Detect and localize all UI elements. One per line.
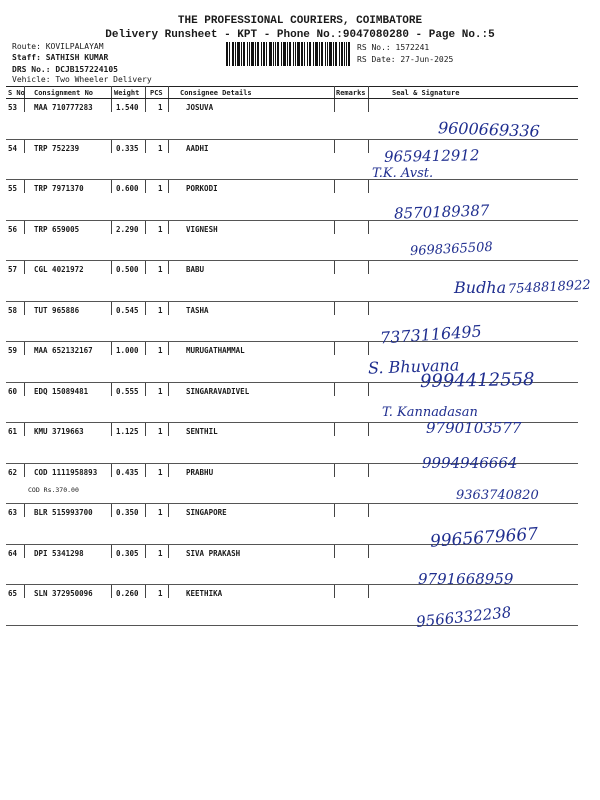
column-divider bbox=[145, 545, 146, 558]
runsheet-subtitle: Delivery Runsheet - KPT - Phone No.:9047080280 - Page No.:5 bbox=[105, 29, 495, 41]
column-divider bbox=[334, 464, 335, 477]
column-divider bbox=[145, 221, 146, 234]
cell-sno: 62 bbox=[8, 467, 18, 477]
column-divider bbox=[111, 464, 112, 477]
column-divider bbox=[24, 99, 25, 112]
cell-weight: 1.000 bbox=[116, 346, 139, 355]
cell-pcs: 1 bbox=[158, 265, 163, 274]
column-divider bbox=[111, 302, 112, 315]
column-divider bbox=[145, 585, 146, 598]
column-divider bbox=[111, 180, 112, 193]
cell-pcs: 1 bbox=[158, 589, 163, 598]
cell-consignment: CGL 4021972 bbox=[34, 265, 84, 274]
column-divider bbox=[111, 383, 112, 396]
cell-consignee: VIGNESH bbox=[186, 224, 218, 234]
col-header-sno: S No bbox=[8, 89, 25, 97]
signature-row-53: 9600669336 bbox=[437, 118, 541, 141]
cell-consignment: COD 1111958893 bbox=[34, 467, 98, 477]
column-divider bbox=[145, 464, 146, 477]
cell-weight: 0.545 bbox=[116, 305, 139, 315]
signature-row-65: 9566332238 bbox=[415, 603, 513, 631]
column-divider bbox=[145, 99, 146, 112]
cell-consignee: JOSUVA bbox=[186, 103, 214, 112]
signature-row-60-name: T. Kannadasan bbox=[382, 405, 478, 420]
cell-sno: 58 bbox=[8, 305, 18, 315]
cell-weight: 0.500 bbox=[116, 265, 139, 274]
column-divider bbox=[334, 261, 335, 274]
column-divider bbox=[168, 302, 169, 315]
cell-pcs: 1 bbox=[158, 143, 163, 153]
cell-weight: 0.435 bbox=[116, 467, 139, 477]
cell-pcs: 1 bbox=[158, 103, 163, 112]
column-divider bbox=[111, 545, 112, 558]
column-divider bbox=[111, 342, 112, 355]
col-header-pcs: PCS bbox=[150, 89, 163, 97]
cell-sno: 64 bbox=[8, 548, 18, 558]
column-divider bbox=[334, 545, 335, 558]
cell-consignee: KEETHIKA bbox=[186, 589, 223, 598]
column-divider bbox=[334, 86, 335, 98]
signature-row-61: 9994946664 bbox=[422, 454, 518, 472]
vehicle-label: Vehicle: Two Wheeler Delivery bbox=[12, 75, 152, 84]
column-divider bbox=[168, 140, 169, 153]
cell-consignment: SLN 372950096 bbox=[34, 589, 93, 598]
cell-pcs: 1 bbox=[158, 224, 163, 234]
column-divider bbox=[145, 342, 146, 355]
cell-sno: 55 bbox=[8, 184, 18, 193]
route-label: Route: KOVILPALAYAM bbox=[12, 42, 104, 51]
column-divider bbox=[168, 423, 169, 436]
column-divider bbox=[334, 99, 335, 112]
column-divider bbox=[24, 504, 25, 517]
cell-weight: 0.335 bbox=[116, 143, 139, 153]
column-divider bbox=[24, 545, 25, 558]
cell-consignee: SENTHIL bbox=[186, 427, 218, 436]
cell-weight: 0.350 bbox=[116, 508, 139, 517]
cell-consignee: PRABHU bbox=[186, 467, 214, 477]
column-divider bbox=[24, 302, 25, 315]
cell-pcs: 1 bbox=[158, 548, 163, 558]
cell-pcs: 1 bbox=[158, 184, 163, 193]
column-divider bbox=[24, 261, 25, 274]
signature-row-57-phone: 7548818922 bbox=[507, 277, 592, 298]
cell-sno: 59 bbox=[8, 346, 18, 355]
signature-row-63: 9965679667 bbox=[429, 524, 539, 552]
signature-row-60-phone: 9790103577 bbox=[426, 419, 522, 437]
col-header-weight: Weight bbox=[114, 89, 140, 97]
cell-consignment: EDQ 15089481 bbox=[34, 386, 89, 396]
column-divider bbox=[111, 504, 112, 517]
column-divider bbox=[334, 423, 335, 436]
column-divider bbox=[24, 221, 25, 234]
column-divider bbox=[24, 180, 25, 193]
cell-sno: 56 bbox=[8, 224, 18, 234]
signature-row-62: 9363740820 bbox=[456, 488, 539, 503]
column-divider bbox=[334, 140, 335, 153]
column-divider bbox=[24, 423, 25, 436]
column-divider bbox=[24, 464, 25, 477]
column-divider bbox=[168, 342, 169, 355]
signature-row-59-phone: 9994412558 bbox=[419, 369, 535, 392]
cell-consignment: MAA 652132167 bbox=[34, 346, 93, 355]
cell-weight: 0.555 bbox=[116, 386, 139, 396]
column-divider bbox=[334, 180, 335, 193]
cell-pcs: 1 bbox=[158, 467, 163, 477]
table-header-border bbox=[6, 98, 578, 99]
cell-consignee: MURUGATHAMMAL bbox=[186, 346, 245, 355]
signature-area bbox=[360, 100, 600, 640]
signature-row-64: 9791668959 bbox=[418, 570, 514, 588]
cell-pcs: 1 bbox=[158, 346, 163, 355]
column-divider bbox=[111, 99, 112, 112]
cell-consignment: BLR 515993700 bbox=[34, 508, 93, 517]
column-divider bbox=[368, 86, 369, 98]
col-header-remarks: Remarks bbox=[336, 89, 366, 97]
cell-sno: 53 bbox=[8, 103, 18, 112]
cell-weight: 1.125 bbox=[116, 427, 139, 436]
column-divider bbox=[334, 302, 335, 315]
cell-consignee: SIVA PRAKASH bbox=[186, 548, 241, 558]
column-divider bbox=[111, 140, 112, 153]
cell-sno: 63 bbox=[8, 508, 18, 517]
cell-pcs: 1 bbox=[158, 305, 163, 315]
cell-consignment: MAA 710777283 bbox=[34, 103, 93, 112]
column-divider bbox=[334, 585, 335, 598]
column-divider bbox=[145, 86, 146, 98]
col-header-consignment: Consignment No bbox=[34, 89, 94, 97]
column-divider bbox=[24, 585, 25, 598]
cell-consignment: TRP 752239 bbox=[34, 143, 80, 153]
cell-consignee: TASHA bbox=[186, 305, 209, 315]
rs-number: RS No.: 1572241 bbox=[357, 43, 430, 52]
cell-pcs: 1 bbox=[158, 427, 163, 436]
column-divider bbox=[145, 423, 146, 436]
cod-amount-note: COD Rs.370.00 bbox=[28, 485, 79, 494]
cell-sno: 60 bbox=[8, 386, 18, 396]
column-divider bbox=[111, 585, 112, 598]
column-divider bbox=[168, 99, 169, 112]
table-top-border bbox=[6, 86, 578, 87]
column-divider bbox=[145, 302, 146, 315]
cell-sno: 61 bbox=[8, 427, 18, 436]
column-divider bbox=[145, 504, 146, 517]
column-divider bbox=[145, 180, 146, 193]
company-title: THE PROFESSIONAL COURIERS, COIMBATORE bbox=[177, 15, 423, 27]
cell-consignee: BABU bbox=[186, 265, 205, 274]
column-divider bbox=[145, 261, 146, 274]
rs-date: RS Date: 27-Jun-2025 bbox=[357, 55, 454, 64]
column-divider bbox=[111, 221, 112, 234]
column-divider bbox=[168, 585, 169, 598]
column-divider bbox=[334, 504, 335, 517]
column-divider bbox=[168, 383, 169, 396]
cell-pcs: 1 bbox=[158, 508, 163, 517]
column-divider bbox=[334, 383, 335, 396]
cell-consignment: TRP 7971370 bbox=[34, 184, 84, 193]
col-header-consignee: Consignee Details bbox=[180, 89, 252, 97]
column-divider bbox=[168, 504, 169, 517]
cell-pcs: 1 bbox=[158, 386, 163, 396]
signature-row-56: 9698365508 bbox=[409, 239, 494, 260]
col-header-seal: Seal & Signature bbox=[392, 89, 460, 97]
column-divider bbox=[24, 140, 25, 153]
cell-consignee: SINGARAVADIVEL bbox=[186, 386, 250, 396]
cell-consignment: KMU 3719663 bbox=[34, 427, 84, 436]
signature-row-54-phone: 9659412912 bbox=[383, 146, 480, 166]
signature-row-57-name: Budha bbox=[454, 278, 507, 297]
signature-row-54-name: T.K. Avst. bbox=[372, 166, 434, 181]
column-divider bbox=[168, 261, 169, 274]
cell-consignee: PORKODI bbox=[186, 184, 218, 193]
cell-weight: 0.305 bbox=[116, 548, 139, 558]
column-divider bbox=[168, 221, 169, 234]
cell-consignment: TRP 659005 bbox=[34, 224, 80, 234]
column-divider bbox=[168, 464, 169, 477]
cell-consignment: DPI 5341298 bbox=[34, 548, 84, 558]
cell-weight: 0.600 bbox=[116, 184, 139, 193]
column-divider bbox=[111, 423, 112, 436]
cell-consignee: AADHI bbox=[186, 143, 209, 153]
cell-sno: 65 bbox=[8, 589, 18, 598]
cell-weight: 2.290 bbox=[116, 224, 139, 234]
column-divider bbox=[334, 221, 335, 234]
signature-row-59-name: S. Bhuvana bbox=[367, 355, 460, 378]
column-divider bbox=[111, 86, 112, 98]
cell-weight: 0.260 bbox=[116, 589, 139, 598]
column-divider bbox=[111, 261, 112, 274]
column-divider bbox=[168, 545, 169, 558]
column-divider bbox=[334, 342, 335, 355]
cell-consignment: TUT 965886 bbox=[34, 305, 80, 315]
cell-sno: 57 bbox=[8, 265, 18, 274]
column-divider bbox=[168, 86, 169, 98]
cell-weight: 1.540 bbox=[116, 103, 139, 112]
drs-number: DRS No.: DCJB157224105 bbox=[12, 65, 118, 74]
staff-label: Staff: SATHISH KUMAR bbox=[12, 53, 109, 62]
drs-barcode bbox=[226, 42, 350, 66]
signature-row-58: 7373116495 bbox=[379, 321, 483, 348]
column-divider bbox=[145, 383, 146, 396]
cell-sno: 54 bbox=[8, 143, 18, 153]
cell-consignee: SINGAPORE bbox=[186, 508, 227, 517]
column-divider bbox=[168, 180, 169, 193]
signature-row-55: 8570189387 bbox=[393, 201, 490, 223]
column-divider bbox=[24, 342, 25, 355]
column-divider bbox=[145, 140, 146, 153]
column-divider bbox=[24, 383, 25, 396]
